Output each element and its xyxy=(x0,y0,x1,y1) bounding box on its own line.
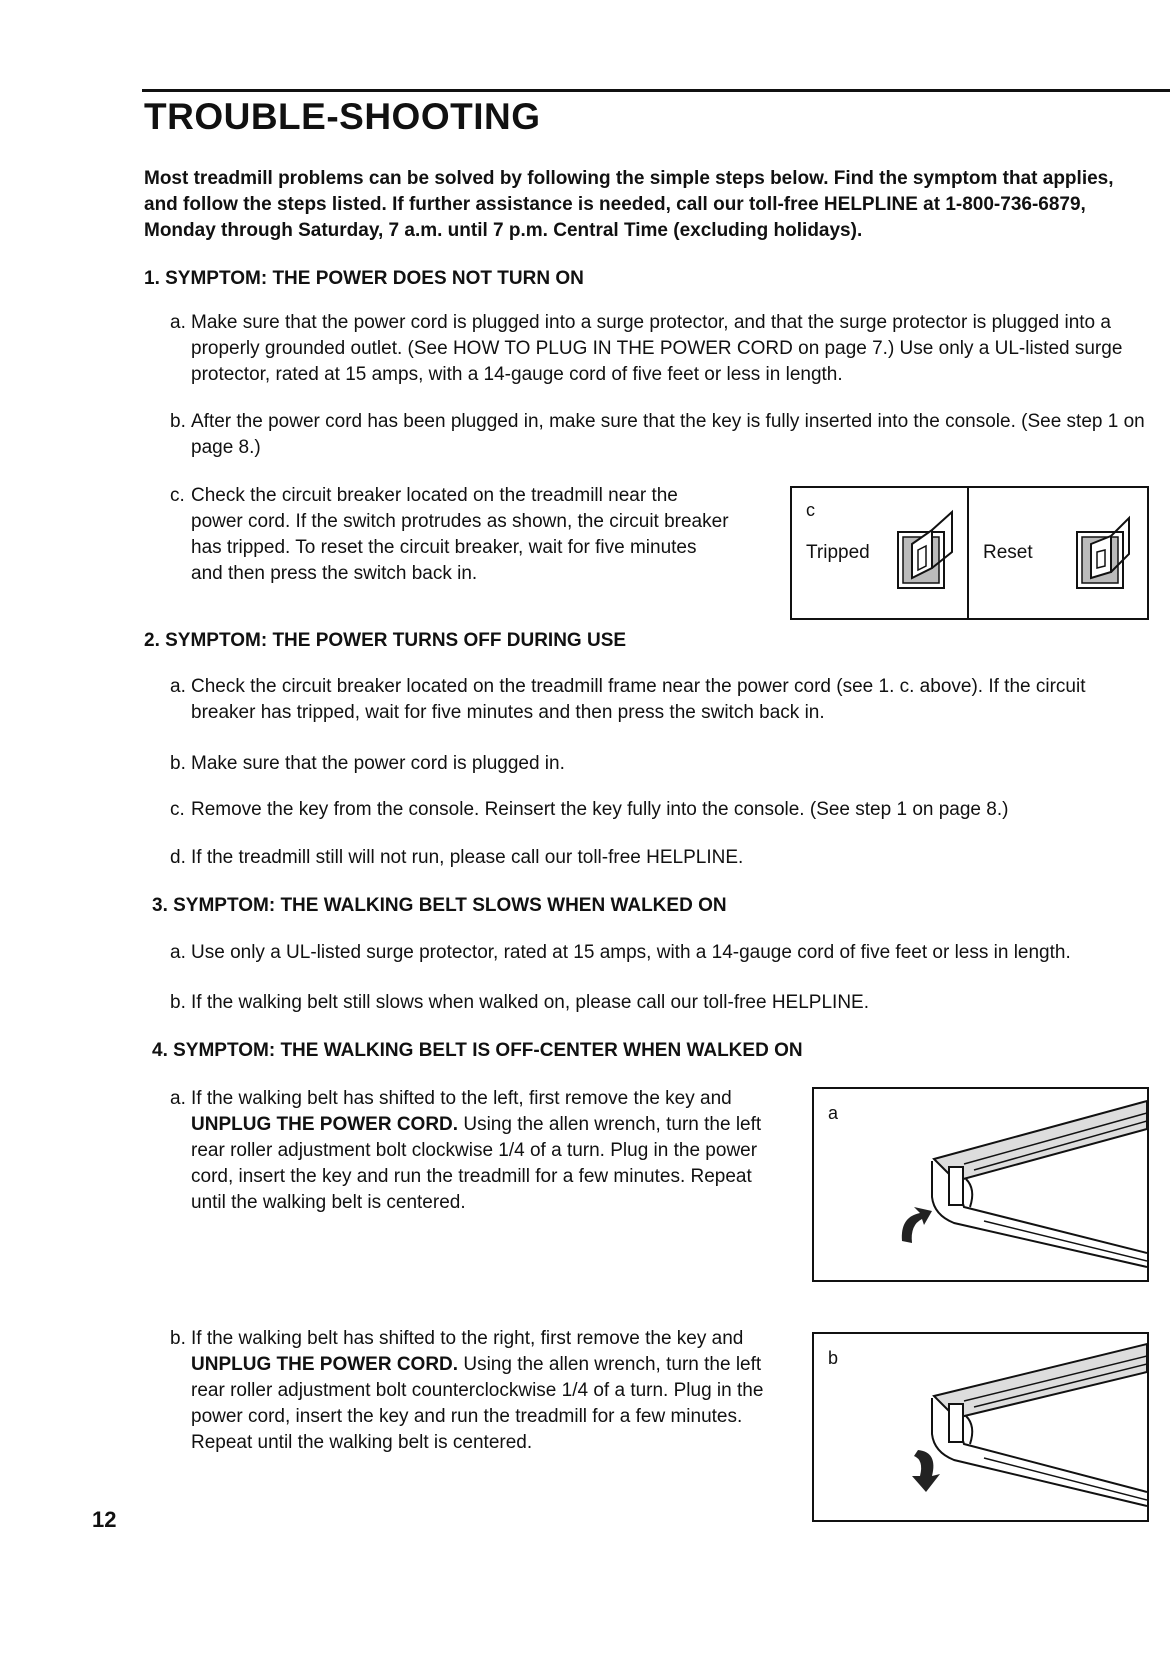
treadmill-roller-illustration xyxy=(814,1334,1147,1520)
step-2d xyxy=(170,845,1145,871)
step-letter: b. xyxy=(170,992,186,1013)
step-2a xyxy=(170,674,1145,726)
treadmill-roller-illustration xyxy=(814,1089,1147,1280)
figure-letter: b xyxy=(828,1348,839,1368)
symptom-3-heading: 3. SYMPTOM: THE WALKING BELT SLOWS WHEN WALKED ON xyxy=(152,895,727,916)
figure-letter: a xyxy=(828,1103,839,1123)
tripped-panel xyxy=(792,488,969,618)
step-text: If the treadmill still will not run, please call our toll-free HELPLINE. xyxy=(191,847,744,868)
step-text xyxy=(191,1326,770,1456)
page-number: 12 xyxy=(92,1507,117,1532)
step-text: Use only a UL-listed surge protector, rated at 15 amps, with a 14-gauge cord of five feet or less in length. xyxy=(191,942,1071,963)
step-text: Make sure that the power cord is plugged in. xyxy=(191,753,565,774)
reset-label: Reset xyxy=(983,542,1033,563)
step-text: If the walking belt still slows when walked on, please call our toll-free HELPLINE. xyxy=(191,992,869,1013)
step-1a xyxy=(170,310,1145,388)
step-letter: a. xyxy=(170,312,186,333)
step-3a xyxy=(170,940,1145,966)
step-4b xyxy=(170,1326,770,1456)
step-letter: c. xyxy=(170,485,185,506)
step-2c xyxy=(170,797,1145,823)
symptom-2-heading: 2. SYMPTOM: THE POWER TURNS OFF DURING USE xyxy=(144,630,627,651)
step-letter: b. xyxy=(170,753,186,774)
step-letter: d. xyxy=(170,847,186,868)
step-text-warning: UNPLUG THE POWER CORD. xyxy=(191,1354,459,1375)
symptom-4-heading: 4. SYMPTOM: THE WALKING BELT IS OFF-CENTER WHEN WALKED ON xyxy=(152,1040,803,1061)
step-letter: c. xyxy=(170,799,185,820)
step-2b xyxy=(170,751,1145,777)
reset-panel xyxy=(969,488,1147,618)
step-text: Check the circuit breaker located on the treadmill frame near the power cord (see 1. c. above). If the circuit breaker has tripped, wait for five minutes and then press the switch back in. xyxy=(191,676,1086,723)
step-letter: a. xyxy=(170,942,186,963)
step-text: Check the circuit breaker located on the treadmill near the power cord. If the switch protrudes as shown, the circuit breaker has tripped. To reset the circuit breaker, wait for five minutes and then press the switch back in. xyxy=(191,485,729,584)
step-text-pre: If the walking belt has shifted to the right, first remove the key and xyxy=(191,1328,744,1349)
step-text-post: Using the allen wrench, turn the left rear roller adjustment bolt counterclockwise 1/4 of a turn. Plug in the power cord, insert the key and run the treadmill for a few minutes. Repeat until the walking belt is centered. xyxy=(191,1354,764,1453)
roller-adjust-figure-b xyxy=(812,1332,1149,1522)
tripped-label: Tripped xyxy=(806,542,870,563)
figure-letter: c xyxy=(806,500,815,520)
step-1b xyxy=(170,409,1145,461)
step-letter: a. xyxy=(170,1088,186,1109)
circuit-breaker-figure xyxy=(790,486,1149,620)
step-1c xyxy=(170,483,730,587)
roller-adjust-figure-a xyxy=(812,1087,1149,1282)
page-title: TROUBLE-SHOOTING xyxy=(144,96,541,137)
header-rule xyxy=(142,89,1170,92)
intro-paragraph: Most treadmill problems can be solved by following the simple steps below. Find the symptom that applies, and follow the steps listed. If further assistance is needed, call our toll-free HELPLINE at 1-800-736-6879, Monday through Saturday, 7 a.m. until 7 p.m. Central Time (excluding holidays). xyxy=(144,168,1114,241)
step-letter: b. xyxy=(170,1328,186,1349)
step-text: Remove the key from the console. Reinsert the key fully into the console. (See step 1 on page 8.) xyxy=(191,799,1009,820)
reset-switch-icon xyxy=(1071,506,1137,592)
symptom-1-heading: 1. SYMPTOM: THE POWER DOES NOT TURN ON xyxy=(144,268,584,289)
step-letter: a. xyxy=(170,676,186,697)
step-letter: b. xyxy=(170,411,186,432)
step-4a xyxy=(170,1086,770,1216)
tripped-switch-icon xyxy=(892,506,958,592)
step-text-post: Using the allen wrench, turn the left rear roller adjustment bolt clockwise 1/4 of a turn. Plug in the power cord, insert the key and run the treadmill for a few minutes. Repeat until the walking belt is centered. xyxy=(191,1114,762,1213)
step-3b xyxy=(170,990,1145,1016)
step-text: Make sure that the power cord is plugged into a surge protector, and that the surge protector is plugged into a properly grounded outlet. (See HOW TO PLUG IN THE POWER CORD on page 7.) Use only a UL-listed surge protector, rated at 15 amps, with a 14-gauge cord of five feet or less in length. xyxy=(191,312,1123,385)
step-text-pre: If the walking belt has shifted to the left, first remove the key and xyxy=(191,1088,732,1109)
step-text: After the power cord has been plugged in, make sure that the key is fully inserted into the console. (See step 1 on page 8.) xyxy=(191,411,1145,458)
step-text-warning: UNPLUG THE POWER CORD. xyxy=(191,1114,459,1135)
step-text xyxy=(191,1086,770,1216)
